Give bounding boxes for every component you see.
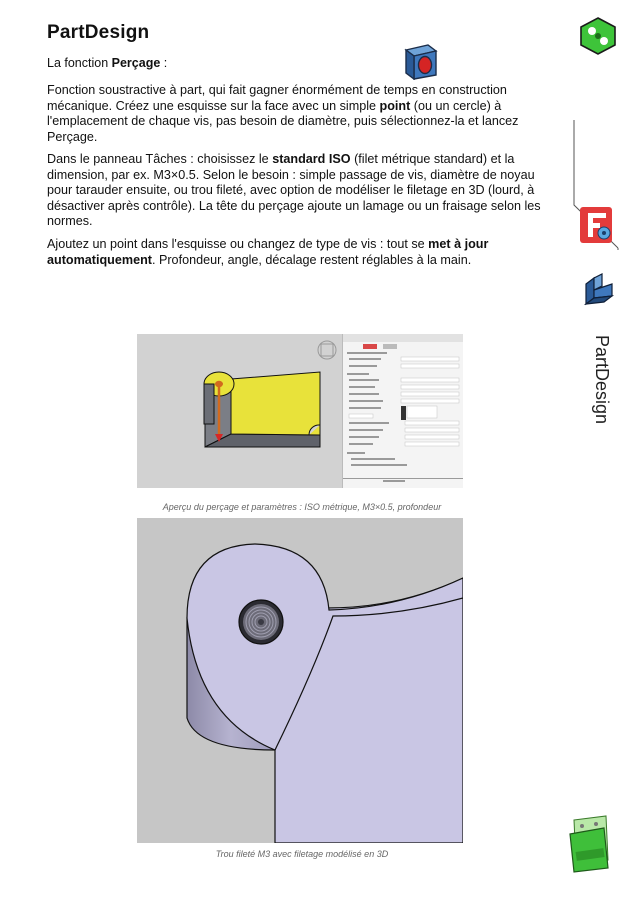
paragraph-intro (47, 83, 547, 145)
task-panel (342, 334, 463, 488)
figure-2-caption: Trou fileté M3 avec filetage modélisé en 3D (215, 849, 389, 859)
freecad-logo-icon (578, 205, 614, 245)
p2-text-a: Dans le panneau Tâches : choisissez le (47, 152, 273, 166)
p3-bold: met à jour automatiquement (47, 237, 489, 267)
subtitle-suffix: : (160, 56, 168, 70)
hole-3d-view (137, 334, 342, 488)
gaid-badge-icon (578, 16, 618, 56)
figure-1-caption: Aperçu du perçage et paramètres : ISO métrique, M3×0.5, profondeur (162, 502, 442, 512)
p1-text-a: Fonction soustractive à part, qui fait gagner énormément de temps en construction mécanique. Créez une esquisse sur la face avec un simple (47, 83, 507, 113)
p1-bold: point (379, 98, 411, 113)
p2-bold: standard ISO (272, 152, 351, 166)
p1-text-c: (ou un cercle) à l'emplacement de chaque vis, pas besoin de diamètre, puis sélectionnez-la et lancez Perçage. (47, 98, 519, 144)
memo-note-icon (566, 814, 612, 874)
p3-text-c: . Profondeur, angle, décalage restent réglables à la main. (151, 252, 472, 267)
partdesign-icon (582, 272, 616, 306)
p3-text-a: Ajoutez un point dans l'esquisse ou changez de type de vis : tout se (47, 237, 429, 251)
p2-text-c: (filet métrique standard) et la dimension, par ex. M3×0.5. Selon le besoin : simple passage de vis, diamètre de noyau pour tarauder ensuite, ou trou fileté, avec option de modéliser le filetage en 3D (lourd, à désactiver après contrôle). La tête du perçage ajoute un lamage ou un fraisage selon les normes. (47, 152, 541, 229)
hole-feature-icon (400, 42, 440, 80)
page-title: PartDesign (47, 22, 150, 43)
figure-hole-preview (137, 334, 463, 488)
paragraph-update (47, 237, 547, 268)
threaded-hole-view (137, 518, 463, 843)
subtitle-prefix: La fonction (47, 56, 112, 70)
subtitle-bold: Perçage (111, 56, 161, 70)
side-section-label (590, 335, 614, 445)
side-label-text: PartDesign (592, 335, 612, 425)
figure-threaded-hole (137, 518, 463, 843)
section-subtitle (47, 56, 167, 70)
paragraph-panel (47, 152, 547, 230)
